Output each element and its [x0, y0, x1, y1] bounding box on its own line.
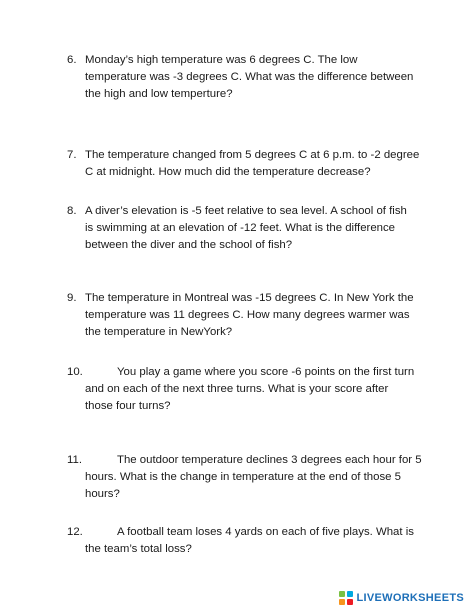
question-text-line: the team’s total loss? — [85, 543, 192, 556]
question-text-line: hours? — [85, 488, 120, 501]
question-number: 8. — [67, 205, 77, 217]
question-text-line: The temperature in Montreal was -15 degrees C. In New York the — [85, 292, 414, 304]
question-6 — [67, 52, 427, 104]
question-text-line: C at midnight. How much did the temperature decrease? — [85, 166, 371, 179]
question-10 — [67, 364, 427, 416]
question-number: 6. — [67, 54, 77, 66]
question-number: 10. — [67, 366, 83, 378]
question-text-line: temperature was -3 degrees C. What was the difference between — [85, 71, 414, 84]
question-text-line: and on each of the next three turns. What is your score after — [85, 383, 389, 396]
question-text-line: A football team loses 4 yards on each of five plays. What is — [117, 526, 414, 538]
question-11 — [67, 452, 427, 504]
question-text-line: between the diver and the school of fish? — [85, 239, 293, 252]
question-text-line: hours. What is the change in temperature at the end of those 5 — [85, 471, 401, 484]
question-number: 11. — [67, 454, 82, 466]
question-text-line: the temperature in NewYork? — [85, 326, 233, 339]
liveworksheets-logo-icon — [339, 591, 353, 605]
question-12 — [67, 524, 427, 558]
question-number: 12. — [67, 526, 83, 538]
question-9 — [67, 290, 427, 342]
liveworksheets-watermark — [339, 591, 465, 605]
question-number: 9. — [67, 292, 77, 304]
question-text-line: is swimming at an elevation of -12 feet. What is the difference — [85, 222, 396, 235]
question-text-line: Monday’s high temperature was 6 degrees C. The low — [85, 54, 358, 66]
question-text-line: The outdoor temperature declines 3 degrees each hour for 5 — [117, 454, 422, 466]
question-8 — [67, 203, 427, 255]
watermark-text: LIVEWORKSHEETS — [356, 592, 464, 604]
question-7 — [67, 147, 427, 181]
question-text-line: temperature was 11 degrees C. How many degrees warmer was — [85, 309, 410, 322]
question-text-line: those four turns? — [85, 400, 171, 413]
question-text-line: the high and low temperture? — [85, 88, 233, 101]
question-text-line: A diver’s elevation is -5 feet relative to sea level. A school of fish — [85, 205, 407, 217]
question-number: 7. — [67, 149, 77, 161]
question-text-line: The temperature changed from 5 degrees C at 6 p.m. to -2 degree — [85, 149, 420, 161]
question-text-line: You play a game where you score -6 points on the first turn — [117, 366, 415, 378]
